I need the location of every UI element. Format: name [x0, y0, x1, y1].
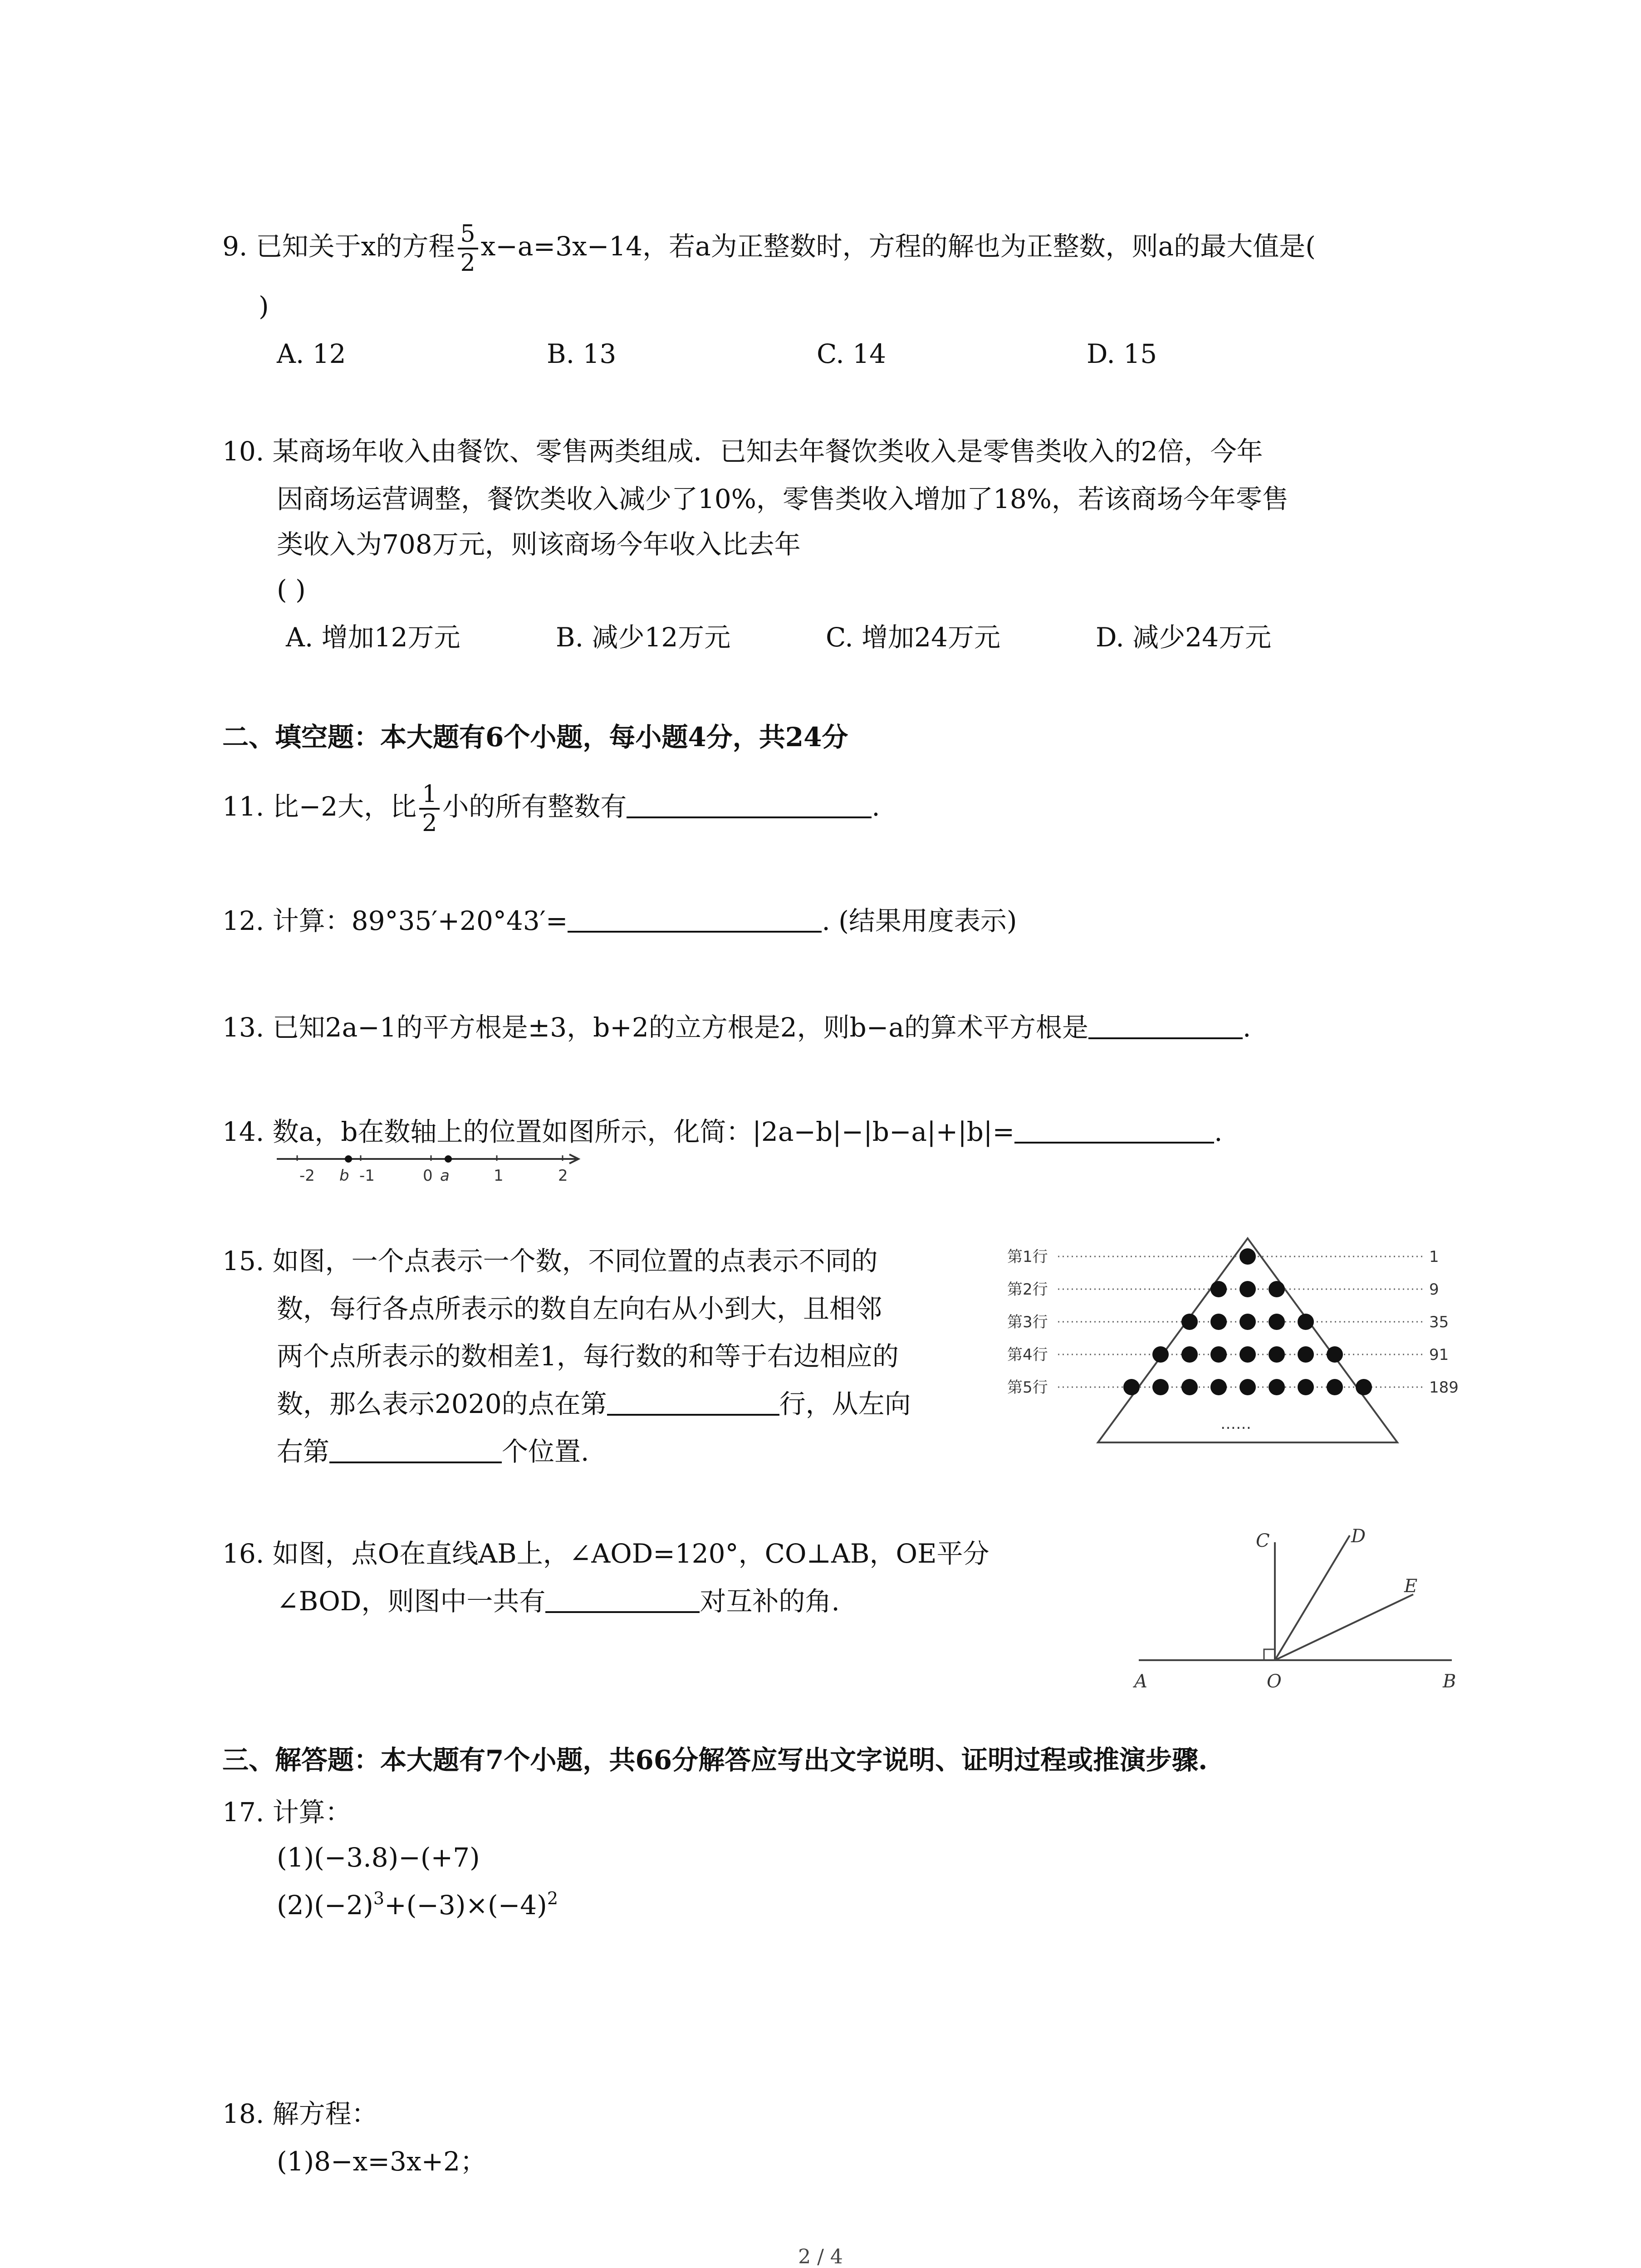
svg-text:-1: -1 — [359, 1167, 375, 1185]
q15-line5: 右第 个位置. — [277, 1436, 589, 1467]
number-dot — [1269, 1346, 1285, 1363]
number-dot — [1356, 1379, 1372, 1395]
q9-option-a: A. 12 — [277, 338, 346, 369]
svg-text:C: C — [1256, 1530, 1270, 1551]
q10-line1: 10. 某商场年收入由餐饮、零售两类组成．已知去年餐饮类收入是零售类收入的2倍，今年 — [222, 436, 1263, 467]
q12-answer-blank[interactable] — [568, 905, 822, 933]
q11-fraction: $\frac{1}{2}$ — [419, 782, 440, 835]
row-sum: 9 — [1429, 1281, 1439, 1299]
q18-part1: (1)8−x=3x+2； — [277, 2146, 487, 2177]
section2-heading: 二、填空题：本大题有6个小题，每小题4分，共24分 — [222, 722, 848, 753]
q17-title: 17. 计算： — [222, 1797, 352, 1828]
q15-row-blank[interactable] — [607, 1388, 779, 1416]
q16-angle-figure — [1125, 1524, 1470, 1715]
number-dot — [1239, 1379, 1256, 1395]
svg-text:A: A — [1134, 1671, 1147, 1692]
number-dot — [1210, 1314, 1227, 1330]
svg-text:2: 2 — [558, 1167, 568, 1185]
row-label: 第1行 — [1007, 1248, 1048, 1266]
svg-text:B: B — [1443, 1671, 1456, 1692]
row-label: 第5行 — [1007, 1378, 1048, 1397]
row-label: 第3行 — [1007, 1313, 1048, 1331]
number-dot — [1181, 1379, 1198, 1395]
q13-stem: 13. 已知2a−1的平方根是±3，b+2的立方根是2，则b−a的算术平方根是 . — [222, 1012, 1251, 1043]
number-dot — [1210, 1379, 1227, 1395]
q10-option-a: A. 增加12万元 — [286, 622, 460, 653]
row-label: 第2行 — [1007, 1281, 1048, 1299]
q10-option-c: C. 增加24万元 — [826, 622, 1000, 653]
number-dot — [1269, 1379, 1285, 1395]
svg-text:a: a — [440, 1167, 450, 1185]
svg-text:E: E — [1404, 1576, 1418, 1597]
svg-text:1: 1 — [494, 1167, 504, 1185]
number-dot — [1239, 1346, 1256, 1363]
section3-heading: 三、解答题：本大题有7个小题，共66分解答应写出文字说明、证明过程或推演步骤. — [222, 1745, 1208, 1775]
q9-option-c: C. 14 — [817, 338, 886, 369]
q16-answer-blank[interactable] — [545, 1586, 700, 1613]
number-dot — [1327, 1379, 1343, 1395]
row-sum: 1 — [1429, 1248, 1439, 1266]
q11-stem: 11. 比−2大，比 $\frac{1}{2}$ 小的所有整数有 . — [222, 781, 880, 837]
svg-text:O: O — [1267, 1671, 1282, 1692]
q15-line4: 数，那么表示2020的点在第 行，从左向 — [277, 1388, 911, 1419]
q13-answer-blank[interactable] — [1088, 1012, 1243, 1039]
number-dot — [1152, 1346, 1169, 1363]
number-dot — [1298, 1314, 1314, 1330]
number-dot — [1298, 1379, 1314, 1395]
number-dot — [1239, 1314, 1256, 1330]
q15-triangle-figure — [1007, 1229, 1479, 1456]
q15-line2: 数，每行各点所表示的数自左向右从小到大，且相邻 — [277, 1293, 882, 1324]
q15-line3: 两个点所表示的数相差1，每行数的和等于右边相应的 — [277, 1341, 899, 1372]
page-number: 2 / 4 — [798, 2245, 843, 2268]
point-a — [445, 1155, 452, 1163]
number-dot — [1210, 1346, 1227, 1363]
number-dot — [1269, 1281, 1285, 1297]
number-dot — [1239, 1248, 1256, 1265]
q10-answer-paren: ( ) — [277, 574, 306, 605]
q18-title: 18. 解方程： — [222, 2098, 378, 2129]
q9-option-d: D. 15 — [1087, 338, 1157, 369]
svg-text:b: b — [339, 1167, 349, 1185]
q11-answer-blank[interactable] — [627, 791, 872, 818]
svg-text:0: 0 — [423, 1167, 433, 1185]
number-dot — [1239, 1281, 1256, 1297]
q16-line2: ∠BOD，则图中一共有 对互补的角. — [277, 1586, 840, 1617]
row-sum: 91 — [1429, 1346, 1449, 1364]
q15-position-blank[interactable] — [329, 1436, 502, 1463]
number-dot — [1123, 1379, 1140, 1395]
q17-part2: $(2)(-2)^3+(-3)\times(-4)^2$ — [277, 1888, 558, 1921]
row-label: 第4行 — [1007, 1346, 1048, 1364]
q10-line2: 因商场运营调整，餐饮类收入减少了10%，零售类收入增加了18%，若该商场今年零售 — [277, 484, 1288, 514]
q14-answer-blank[interactable] — [1014, 1116, 1214, 1144]
svg-text:D: D — [1351, 1526, 1366, 1547]
number-dot — [1298, 1346, 1314, 1363]
point-b — [345, 1155, 352, 1163]
row-sum: 189 — [1429, 1378, 1459, 1397]
q9-close-paren: ) — [259, 291, 269, 322]
q14-number-line — [277, 1150, 594, 1191]
q9-fraction: $\frac{5}{2}$ — [458, 222, 478, 275]
number-dot — [1152, 1379, 1169, 1395]
svg-text:……: …… — [1220, 1415, 1251, 1433]
q15-line1: 15. 如图，一个点表示一个数，不同位置的点表示不同的 — [222, 1246, 878, 1276]
q9-stem: 9. 已知关于x的方程 $\frac{5}{2}$ x−a=3x−14，若a为正整数时，方程的解也为正整数，则a的最大值是( — [222, 220, 1316, 277]
q10-option-b: B. 减少12万元 — [556, 622, 731, 653]
number-dot — [1181, 1314, 1198, 1330]
q10-line3: 类收入为708万元，则该商场今年收入比去年 — [277, 529, 801, 560]
number-dot — [1181, 1346, 1198, 1363]
row-sum: 35 — [1429, 1313, 1449, 1331]
q17-part1: (1)(−3.8)−(+7) — [277, 1842, 480, 1873]
number-dot — [1210, 1281, 1227, 1297]
q14-stem: 14. 数a，b在数轴上的位置如图所示，化简：|2a−b|−|b−a|+|b|= . — [222, 1116, 1223, 1147]
number-dot — [1327, 1346, 1343, 1363]
q10-option-d: D. 减少24万元 — [1096, 622, 1272, 653]
svg-text:-2: -2 — [299, 1167, 315, 1185]
q12-stem: 12. 计算：89°35′+20°43′= . (结果用度表示) — [222, 905, 1017, 936]
q16-line1: 16. 如图，点O在直线AB上，∠AOD=120°，CO⊥AB，OE平分 — [222, 1538, 989, 1569]
q9-option-b: B. 13 — [547, 338, 617, 369]
number-dot — [1269, 1314, 1285, 1330]
